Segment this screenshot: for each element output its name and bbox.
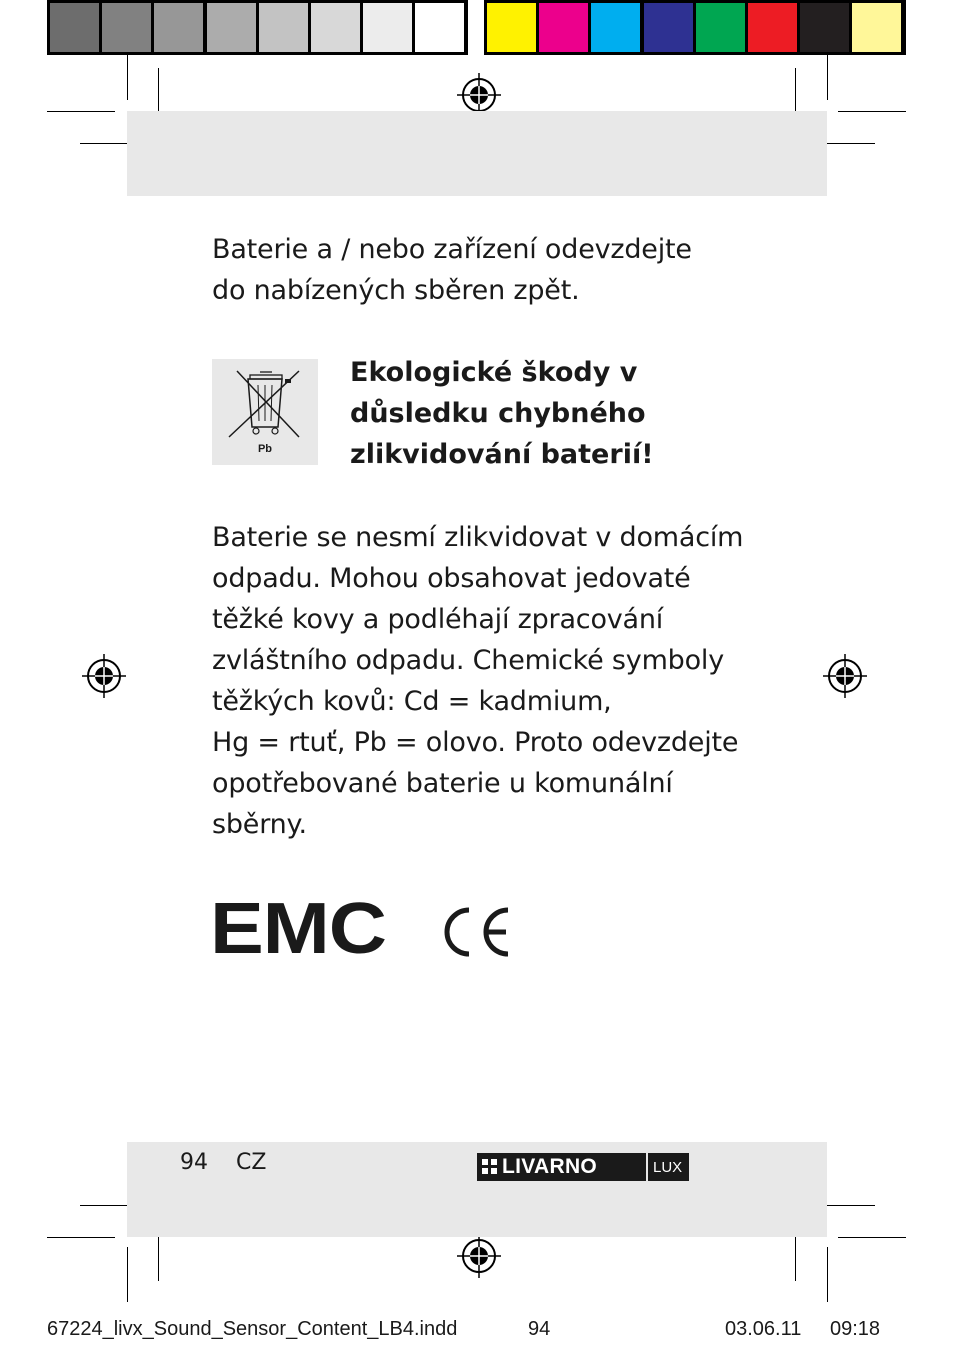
livarno-lux-logo	[477, 1153, 689, 1181]
color-swatch	[852, 3, 901, 52]
color-swatch	[748, 3, 797, 52]
header-band	[127, 111, 827, 196]
text-line: Baterie a / nebo zařízení odevzdejte	[212, 234, 692, 265]
color-swatch	[487, 3, 536, 52]
registration-mark-icon	[457, 1234, 501, 1278]
gray-swatch	[207, 3, 256, 52]
text-line: odpadu. Mohou obsahovat jedovaté	[212, 563, 691, 594]
gray-swatch	[311, 3, 360, 52]
text-line: opotřebované baterie u komunální	[212, 768, 673, 799]
color-swatch	[539, 3, 588, 52]
slug-time: 09:18	[830, 1318, 881, 1340]
lux-wordmark: LUX	[653, 1159, 683, 1176]
emc-mark: EMC	[210, 889, 386, 969]
text-line: do nabízených sběren zpět.	[212, 275, 580, 306]
slug-filename: 67224_livx_Sound_Sensor_Content_LB4.indd	[47, 1318, 458, 1340]
color-swatch	[800, 3, 849, 52]
color-swatch	[644, 3, 693, 52]
lux-logo-box	[648, 1153, 689, 1181]
text-line: zvláštního odpadu. Chemické symboly	[212, 645, 725, 676]
gray-swatch	[102, 3, 151, 52]
logo-squares-icon	[482, 1159, 498, 1175]
text-line: sběrny.	[212, 809, 307, 840]
gray-swatch	[50, 3, 99, 52]
logo-wordmark: LIVARNO	[502, 1155, 598, 1178]
registration-mark-icon	[82, 654, 126, 698]
color-swatch	[696, 3, 745, 52]
paragraph-battery-disposal	[212, 517, 743, 845]
heading-line: Ekologické škody v	[350, 357, 638, 388]
language-code: CZ	[236, 1150, 267, 1175]
slug-date: 03.06.11	[725, 1318, 802, 1340]
gray-swatch	[154, 3, 203, 52]
page-number: 94	[180, 1150, 208, 1175]
bin-label: Pb	[257, 443, 273, 455]
registration-mark-icon	[823, 654, 867, 698]
ce-mark-icon	[436, 904, 516, 960]
gray-swatch	[415, 3, 464, 52]
color-swatch	[591, 3, 640, 52]
warning-heading	[350, 352, 654, 475]
gray-swatch	[363, 3, 412, 52]
heading-line: zlikvidování baterií!	[350, 439, 654, 470]
crossed-bin-icon	[212, 359, 318, 465]
gray-swatch	[259, 3, 308, 52]
text-line: Baterie se nesmí zlikvidovat v domácím	[212, 522, 744, 553]
heading-line: důsledku chybného	[350, 398, 646, 429]
slug-page: 94	[528, 1318, 551, 1340]
text-line: Hg = rtuť, Pb = olovo. Proto odevzdejte	[212, 727, 739, 758]
paragraph-return-batteries	[212, 229, 692, 311]
text-line: těžké kovy a podléhají zpracování	[212, 604, 664, 635]
livarno-logo-box	[477, 1153, 646, 1181]
text-line: těžkých kovů: Cd = kadmium,	[212, 686, 612, 717]
